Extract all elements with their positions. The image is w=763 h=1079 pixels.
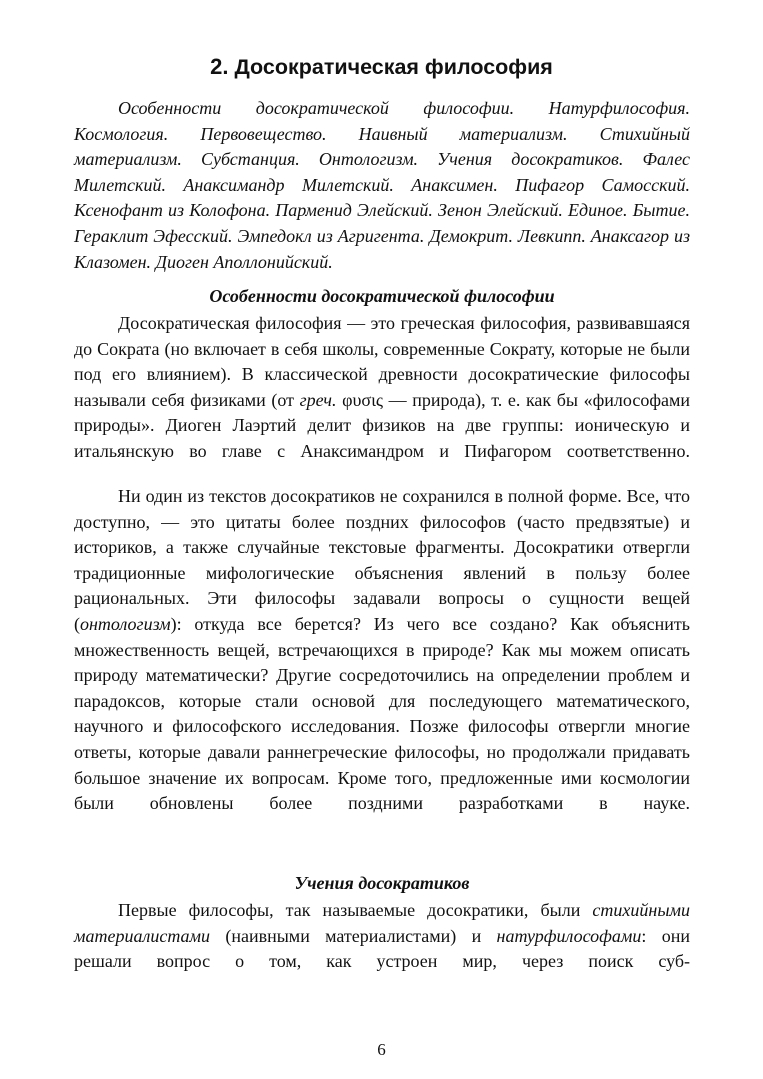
section1-paragraph-2	[74, 484, 690, 817]
chapter-title	[0, 52, 763, 82]
paragraph-text: Ни один из текстов досократиков не сохранился в полной форме. Все, что доступно, — это цитаты более поздних философов (часто предвзятые) и историков, а также случайные текстовые фрагменты. Досократики отвергли традиционные мифологические объяснения явлений в пользу более рациональных. Эти философы задавали вопросы о сущности вещей (	[74, 486, 690, 634]
paragraph-text: : они решали вопрос о том, как устроен мир, через поиск суб-	[74, 925, 690, 972]
term-natural-philosophers: натурфилософами	[496, 925, 642, 946]
section-heading-features: Особенности досократической философии	[209, 286, 555, 306]
paragraph-text: Досократическая философия — это греческая философия, развивавшаяся до Сократа (но включает в себя школы, современные Сократу, которые не были под его влиянием). В классической древности досократические философы называли себя физиками (от	[74, 313, 690, 410]
term-spontaneous-materialists: стихийными материалистами	[74, 900, 690, 946]
section2-paragraph-1	[74, 898, 690, 975]
paragraph-text: (наивными материалистами) и	[210, 925, 497, 946]
chapter-number: 2.	[210, 54, 229, 79]
section1-paragraph-1	[74, 311, 690, 465]
section-heading-teachings: Учения досократиков	[294, 873, 470, 893]
paragraph-text: Первые философы, так называемые досократики, были	[118, 900, 593, 920]
paragraph-text: φυσις — природа), т. е. как бы «философами природы». Диоген Лаэртий делит физиков на две группы: ионическую и итальянскую во главе с Анаксимандром и Пифагором соответственно.	[74, 389, 690, 461]
page-number: 6	[377, 1040, 386, 1059]
greek-abbreviation: греч.	[299, 389, 337, 410]
paragraph-text: ): откуда все берется? Из чего все создано? Как объяснить множественность вещей, встречающихся в природе? Как мы можем описать природу математически? Другие сосредоточились на определении проблем и парадоксов, которые стали основой для последующего математического, научного и философского исследования. Позже философы отвергли многие ответы, которые давали раннегреческие философы, но продолжали придавать большое значение их вопросам. Кроме того, предложенные ими космологии были обновлены более поздними разработками в науке.	[74, 613, 690, 814]
chapter-title-text: Досократическая философия	[234, 55, 553, 79]
term-ontologism: онтологизм	[80, 613, 171, 634]
keywords-paragraph: Особенности досократической философии. Натурфилософия. Космология. Первовещество. Наивный материализм. Стихийный материализм. Субстанция. Онтологизм. Учения досократиков. Фалес Милетский. Анаксимандр Милетский. Анаксимен. Пифагор Самосский. Ксенофант из Колофона. Парменид Элейский. Зенон Элейский. Единое. Бытие. Гераклит Эфесский. Эмпедокл из Агригента. Демокрит. Левкипп. Анаксагор из Клазомен. Диоген Аполлонийский.	[74, 98, 690, 272]
chapter-keywords	[74, 96, 690, 275]
